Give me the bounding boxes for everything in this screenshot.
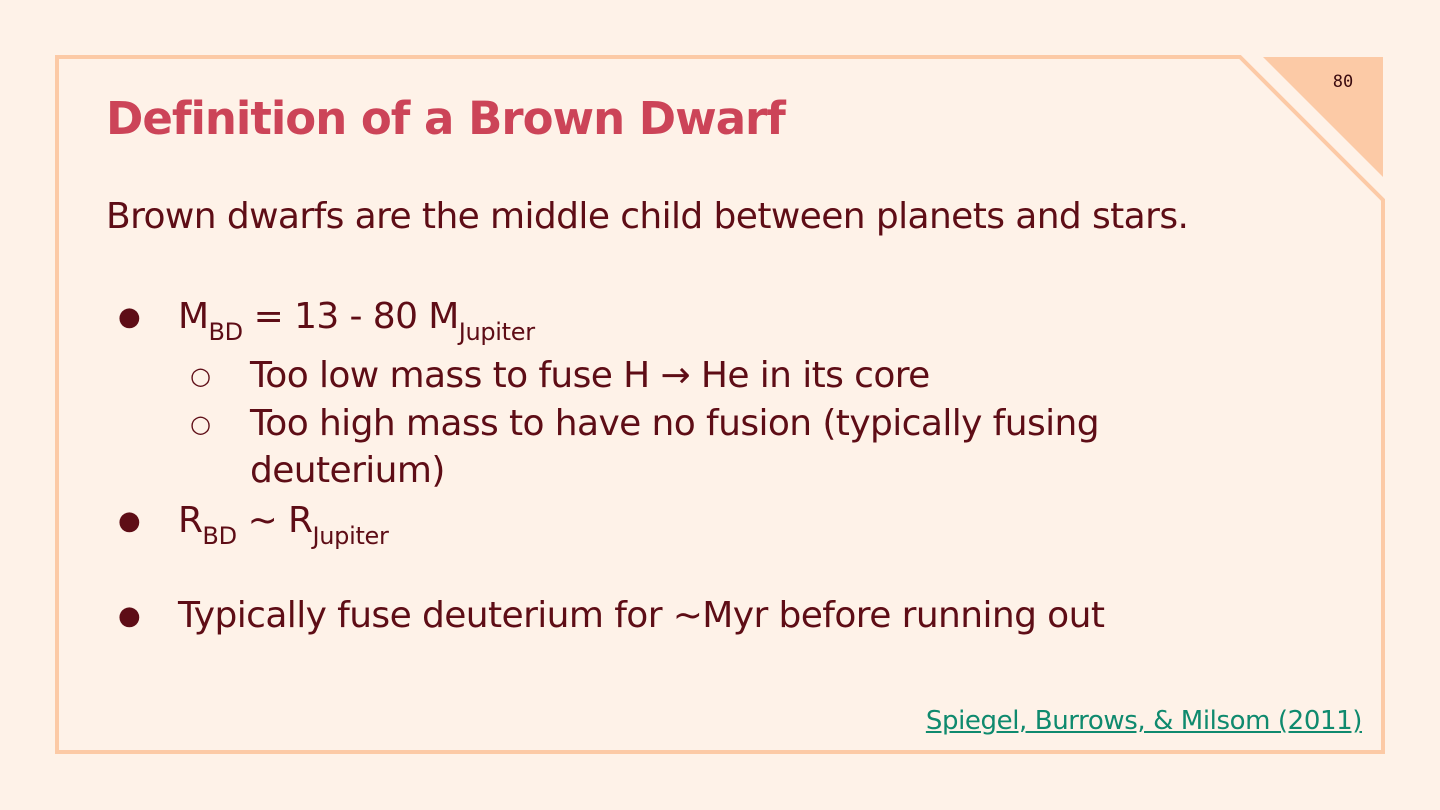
bullet-marker: ● [118,601,141,631]
sub-bullet-marker: ○ [190,362,211,390]
sub-bullet-high-mass-line1: Too high mass to have no fusion (typically fusing [250,403,1099,444]
citation-link[interactable]: Spiegel, Burrows, & Milsom (2011) [925,706,1362,736]
sub-bullet-low-mass: Too low mass to fuse H → He in its core [250,355,930,396]
bullet-deuterium: Typically fuse deuterium for ~Myr before running out [178,595,1105,636]
sub-bullet-marker: ○ [190,410,211,438]
radius-symbol: R [178,500,203,541]
mass-subscript-jupiter: Jupiter [458,318,535,346]
radius-relation-text: ~ R [236,500,313,541]
mass-symbol: M [178,296,209,337]
radius-subscript-jupiter: Jupiter [312,522,389,550]
radius-subscript-bd: BD [202,522,237,550]
mass-subscript-bd: BD [208,318,243,346]
bullet-radius [178,497,389,548]
bullet-mass-range [178,293,535,344]
mass-range-text: = 13 - 80 M [242,296,459,337]
sub-bullet-high-mass-line2: deuterium) [250,450,445,491]
intro-text: Brown dwarfs are the middle child between planets and stars. [106,196,1189,237]
bullet-marker: ● [118,302,141,332]
slide-title: Definition of a Brown Dwarf [106,92,785,145]
page-number: 80 [1332,72,1354,92]
bullet-marker: ● [118,506,141,536]
